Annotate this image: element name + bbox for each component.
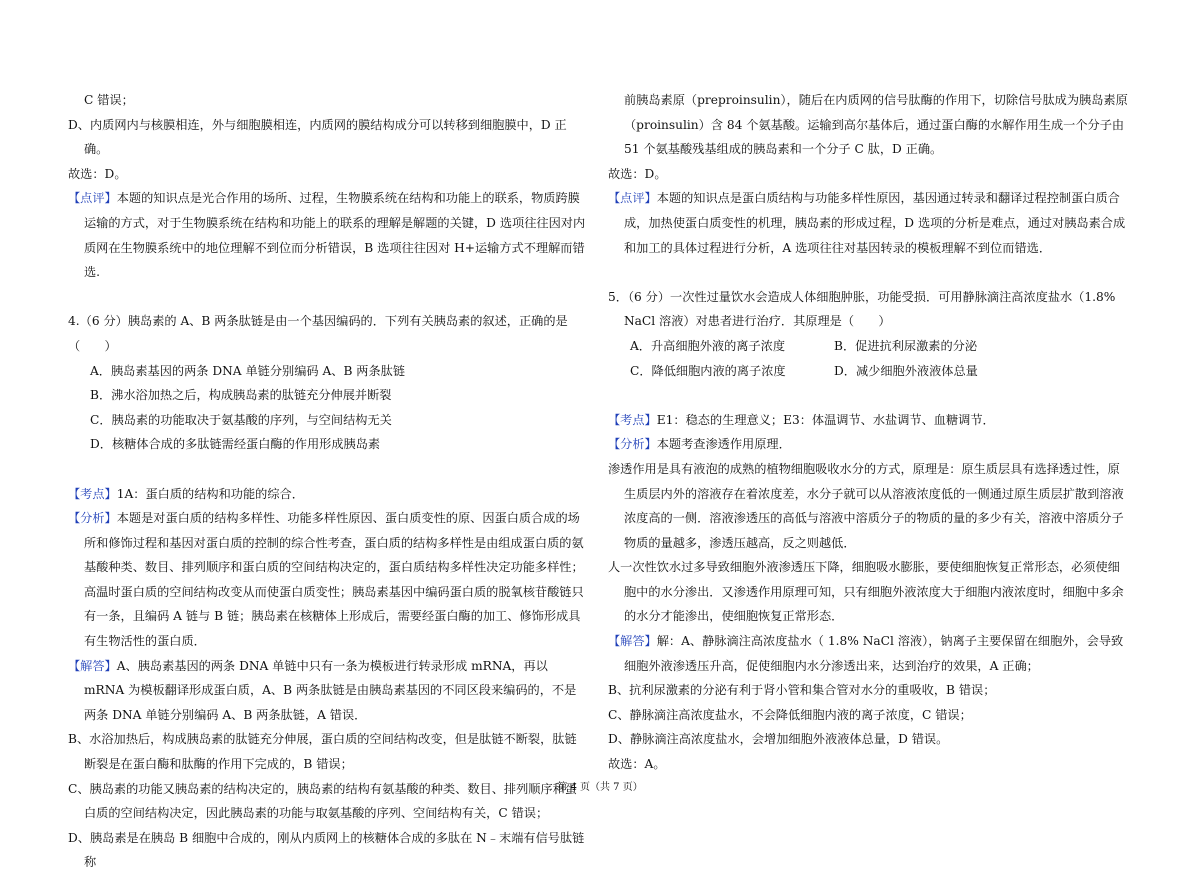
answer-text: 解：A、静脉滴注高浓度盐水（ 1.8% NaCl 溶液），钠离子主要保留在细胞外，会导致细胞外液渗透压升高，促使细胞内水分渗透出来，达到治疗的效果，A 正确； <box>624 634 1124 673</box>
analysis-text: 本题是对蛋白质的结构多样性、功能多样性原因、蛋白质变性的原、因蛋白质合成的场所和修饰过程和基因对蛋白质的控制的综合性考查，蛋白质的结构多样性是由组成蛋白质的氨基酸种类、数目、排列顺序和蛋白质的空间结构决定的，蛋白质结构多样性决定功能多样性；高温时蛋白质的空间结构改变从而使蛋白质变性；胰岛素基因中编码蛋白质的脱氧核苷酸链只有一条，且编码 A 链与 B 链；胰岛素在核糖体上形成后，需要经蛋白酶的加工、修饰形成具有生物活性的蛋白质． <box>84 511 584 649</box>
question-4-option-a: A．胰岛素基因的两条 DNA 单链分别编码 A、B 两条肽链 <box>90 363 406 378</box>
spacer <box>608 383 1128 408</box>
kaodian-text: 1A：蛋白质的结构和功能的综合． <box>116 486 304 501</box>
question-5-option-c: C．降低细胞内液的离子浓度 <box>630 363 786 378</box>
question-5-option-b: B．促进抗利尿激素的分泌 <box>834 338 978 353</box>
analysis-tag: 【分析】 <box>68 511 117 526</box>
comment-text: 本题的知识点是光合作用的场所、过程，生物膜系统在结构和功能上的联系，物质跨膜运输的方式，对于生物膜系统在结构和功能上的联系的理解是解题的关键，D 选项往往因对内质网在生物膜系统中的地位理解不到位而分析错误，B 选项往往因对 H+运输方式不理解而错选. <box>84 191 586 280</box>
osmosis-paragraph: 渗透作用是具有液泡的成熟的植物细胞吸收水分的方式，原理是：原生质层具有选择透过性，原生质层内外的溶液存在着浓度差，水分子就可以从溶液浓度低的一侧通过原生质层扩散到溶液浓度高的一侧．溶液渗透压的高低与溶液中溶质分子的物质的量的多少有关，溶液中溶质分子物质的量越多，渗透压越高，反之则越低． <box>608 461 1124 550</box>
analysis-paragraph <box>68 506 588 654</box>
kaodian-text: E1：稳态的生理意义；E3：体温调节、水盐调节、血糖调节． <box>656 412 995 427</box>
kaodian-paragraph <box>68 482 588 507</box>
comment-paragraph <box>68 186 588 284</box>
answer-item-b: B、抗利尿激素的分泌有利于肾小管和集合管对水分的重吸收，B 错误； <box>608 683 996 698</box>
right-column <box>608 88 1128 777</box>
text-paragraph: 前胰岛素原（preproinsulin），随后在内质网的信号肽酶的作用下，切除信号肽成为胰岛素原（proinsulin）含 84 个氨基酸。运输到高尔基体后，通过蛋白酶的水解作用生成一个分子由 51 个氨基酸残基组成的胰岛素和一个分子 C 肽，D 正确。 <box>624 93 1128 157</box>
kaodian-paragraph <box>608 408 1128 433</box>
text-line: 故选：D。 <box>68 166 127 181</box>
analysis-text: 本题考查渗透作用原理． <box>656 437 791 452</box>
comment-text: 本题的知识点是蛋白质结构与功能多样性原因，基因通过转录和翻译过程控制蛋白质合成，加热使蛋白质变性的机理，胰岛素的形成过程，D 选项的分析是难点，通过对胰岛素合成和加工的具体过程进行分析，A 选项往往对基因转录的模板理解不到位而错选． <box>624 191 1126 255</box>
kaodian-tag: 【考点】 <box>68 486 117 501</box>
question-5-option-a: A．升高细胞外液的离子浓度 <box>630 338 786 353</box>
answer-paragraph <box>608 629 1128 678</box>
comment-tag: 【点评】 <box>608 191 657 206</box>
answer-item-d: D、胰岛素是在胰岛 B 细胞中合成的，刚从内质网上的核糖体合成的多肽在 N﹣末端有信号肽链称 <box>68 830 585 870</box>
kaodian-tag: 【考点】 <box>608 412 657 427</box>
comment-paragraph <box>608 186 1128 260</box>
question-5-options-row-2 <box>608 359 1128 384</box>
question-4-option-d: D．核糖体合成的多肽链需经蛋白酶的作用形成胰岛素 <box>90 437 381 452</box>
text-line: C 错误； <box>84 93 134 107</box>
answer-item-d: D、静脉滴注高浓度盐水，会增加细胞外液液体总量，D 错误。 <box>608 732 949 747</box>
question-4-stem: 4.（6 分）胰岛素的 A、B 两条肽链是由一个基因编码的．下列有关胰岛素的叙述，正确的是（ ） <box>68 314 568 353</box>
page-number: 第 4 页（共 7 页） <box>557 782 643 793</box>
spacer <box>68 285 588 310</box>
question-5-stem: 5．（6 分）一次性过量饮水会造成人体细胞肿胀，功能受损．可用静脉滴注高浓度盐水（1.8% NaCl 溶液）对患者进行治疗．其原理是（ ） <box>608 289 1116 329</box>
final-answer: 故选：A。 <box>608 757 666 772</box>
text-line: 故选：D。 <box>608 166 667 181</box>
answer-tag: 【解答】 <box>608 634 657 649</box>
spacer <box>608 260 1128 285</box>
analysis-tag: 【分析】 <box>608 437 657 452</box>
answer-item-c: C、胰岛素的功能又胰岛素的结构决定的，胰岛素的结构有氨基酸的种类、数目、排列顺序和蛋白质的空间结构决定，因此胰岛素的功能与取氨基酸的序列、空间结构有关，C 错误； <box>68 781 578 821</box>
left-column <box>68 88 588 875</box>
text-paragraph: D、内质网内与核膜相连，外与细胞膜相连，内质网的膜结构成分可以转移到细胞膜中，D 正确。 <box>68 117 567 157</box>
question-5-option-d: D．减少细胞外液液体总量 <box>834 363 978 378</box>
analysis-paragraph <box>608 432 1128 457</box>
answer-item-b: B、水浴加热后，构成胰岛素的肽链充分伸展，蛋白质的空间结构改变，但是肽链不断裂，肽链断裂是在蛋白酶和肽酶的作用下完成的，B 错误； <box>68 732 577 772</box>
explanation-paragraph: 人一次性饮水过多导致细胞外液渗透压下降，细胞吸水膨胀，要使细胞恢复正常形态，必须使细胞中的水分渗出．又渗透作用原理可知，只有细胞外液浓度大于细胞内液浓度时，细胞中多余的水分才能渗出，使细胞恢复正常形态． <box>608 560 1124 624</box>
answer-item-c: C、静脉滴注高浓度盐水，不会降低细胞内液的离子浓度，C 错误； <box>608 707 972 722</box>
answer-text: A、胰岛素基因的两条 DNA 单链中只有一条为模板进行转录形成 mRNA，再以 mRNA 为模板翻译形成蛋白质，A、B 两条肽链是由胰岛素基因的不同区段来编码的，不是两条 DNA 单链分别编码 A、B 两条肽链，A 错误． <box>84 658 577 722</box>
question-4-option-b: B．沸水浴加热之后，构成胰岛素的肽链充分伸展并断裂 <box>90 388 392 403</box>
question-5-options-row-1 <box>608 334 1128 359</box>
comment-tag: 【点评】 <box>68 191 117 206</box>
answer-paragraph <box>68 654 588 728</box>
spacer <box>68 457 588 482</box>
question-4-option-c: C．胰岛素的功能取决于氨基酸的序列，与空间结构无关 <box>90 412 392 427</box>
answer-tag: 【解答】 <box>68 658 117 673</box>
